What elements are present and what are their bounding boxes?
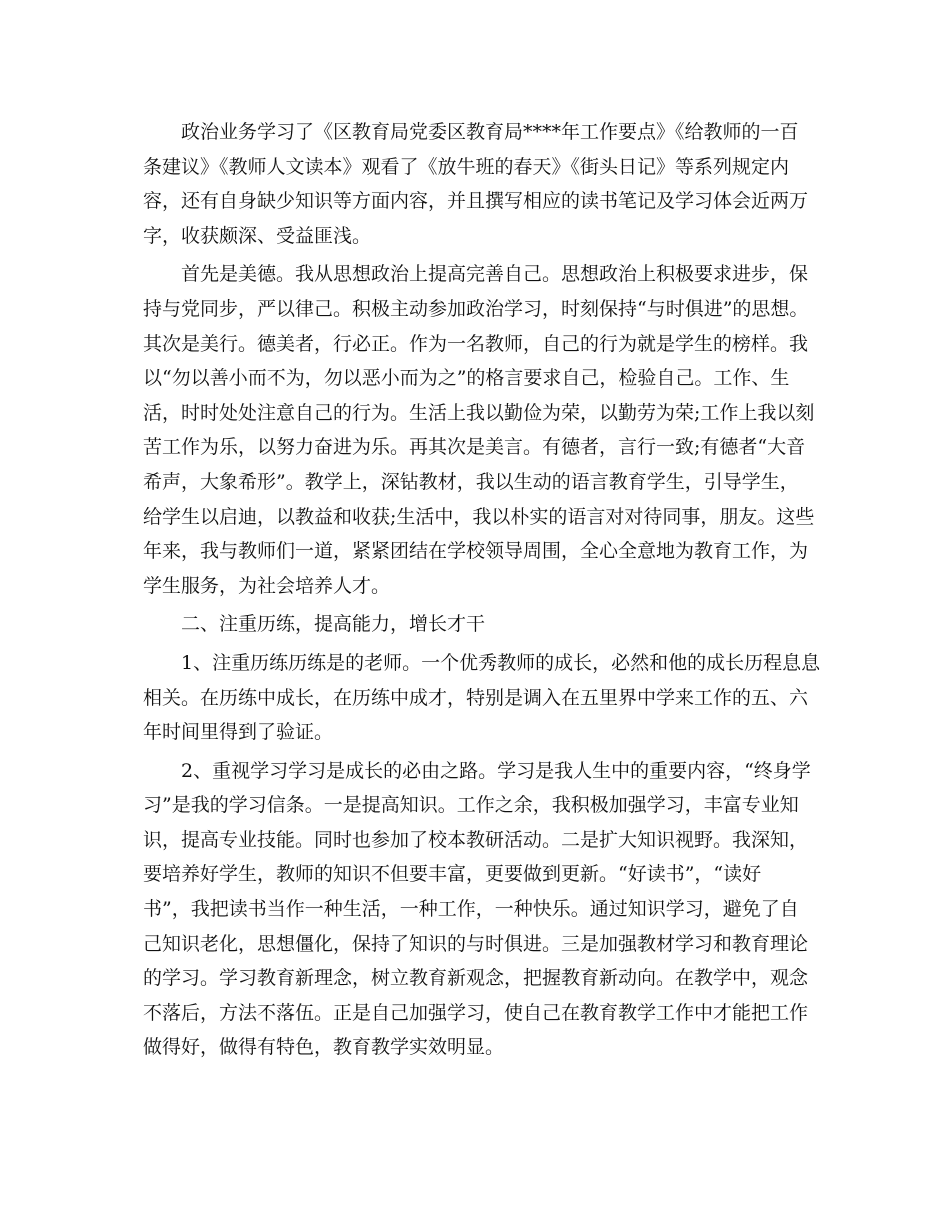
text-line: 年时间里得到了验证。 bbox=[143, 721, 334, 744]
text-line: 容，还有自身缺少知识等方面内容，并且撰写相应的读书笔记及学习体会近两万 bbox=[143, 190, 809, 213]
section-heading bbox=[143, 607, 805, 642]
text-line: 书”，我把读书当作一种生活，一种工作，一种快乐。通过知识学习，避免了自 bbox=[143, 898, 799, 921]
text-line: 希声，大象希形”。教学上，深钻教材，我以生动的语言教育学生，引导学生， bbox=[143, 470, 799, 493]
text-line: 的学习。学习教育新理念，树立教育新观念，把握教育新动向。在教学中，观念 bbox=[143, 967, 809, 990]
text-line: 字，收获颇深、受益匪浅。 bbox=[143, 224, 372, 247]
text-line: 己知识老化，思想僵化，保持了知识的与时俱进。三是加强教材学习和教育理论 bbox=[143, 932, 809, 955]
text-line: 不落后，方法不落伍。正是自己加强学习，使自己在教育教学工作中才能把工作 bbox=[143, 1001, 809, 1024]
text-line: 活，时时处处注意自己的行为。生活上我以勤俭为荣，以勤劳为荣;工作上我以刻 bbox=[143, 401, 815, 424]
text-line: 年来，我与教师们一道，紧紧团结在学校领导周围，全心全意地为教育工作，为 bbox=[143, 540, 809, 563]
paragraph-learning bbox=[143, 754, 811, 1065]
text-line: 习”是我的学习信条。一是提高知识。工作之余，我积极加强学习，丰富专业知 bbox=[143, 794, 799, 817]
text-line: 1、注重历练历练是的老师。一个优秀教师的成长，必然和他的成长历程息息 bbox=[181, 651, 821, 674]
text-line: 持与党同步，严以律己。积极主动参加政治学习，时刻保持“与时俱进”的思想。 bbox=[143, 297, 809, 320]
text-line: 二、注重历练，提高能力，增长才干 bbox=[181, 613, 486, 636]
paragraph-virtue bbox=[143, 257, 815, 603]
paragraph-training bbox=[143, 646, 821, 750]
paragraph-political-study bbox=[143, 115, 809, 253]
text-line: 做得好，做得有特色，教育教学实效明显。 bbox=[143, 1036, 505, 1059]
text-line: 其次是美行。德美者，行必正。作为一名教师，自己的行为就是学生的榜样。我 bbox=[143, 332, 809, 355]
text-line: 政治业务学习了《区教育局党委区教育局****年工作要点》《给教师的一百 bbox=[181, 121, 799, 143]
text-line: 首先是美德。我从思想政治上提高完善自己。思想政治上积极要求进步，保 bbox=[181, 263, 809, 286]
text-line: 相关。在历练中成长，在历练中成才，特别是调入在五里界中学来工作的五、六 bbox=[143, 686, 809, 709]
text-line: 识，提高专业技能。同时也参加了校本教研活动。二是扩大知识视野。我深知， bbox=[143, 828, 809, 851]
text-line: 给学生以启迪，以教益和收获;生活中，我以朴实的语言对对待同事，朋友。这些 bbox=[143, 505, 815, 528]
text-line: 学生服务，为社会培养人才。 bbox=[143, 574, 391, 597]
text-line: 2、重视学习学习是成长的必由之路。学习是我人生中的重要内容，“终身学 bbox=[181, 759, 811, 782]
document-page bbox=[143, 115, 821, 1065]
text-line: 要培养好学生，教师的知识不但要丰富，更要做到更新。“好读书”，“读好 bbox=[143, 863, 762, 886]
text-line: 以“勿以善小而不为，勿以恶小而为之”的格言要求自己，检验自己。工作、生 bbox=[143, 367, 790, 390]
text-line: 条建议》《教师人文读本》观看了《放牛班的春天》《街头日记》等系列规定内 bbox=[143, 155, 790, 178]
text-line: 苦工作为乐，以努力奋进为乐。再其次是美言。有德者，言行一致;有德者“大音 bbox=[143, 436, 806, 459]
